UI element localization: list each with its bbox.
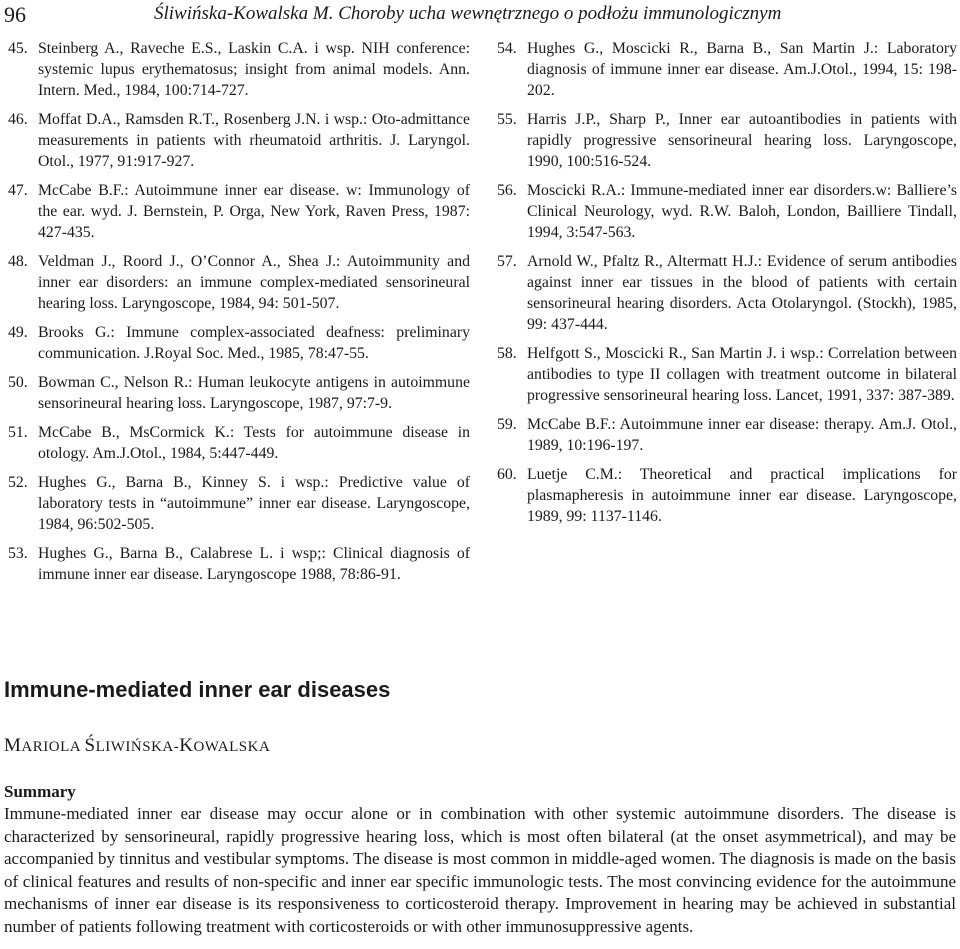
reference-number: 59. xyxy=(497,416,517,433)
reference-item xyxy=(497,464,957,527)
reference-item xyxy=(497,38,957,101)
reference-text: Hughes G., Moscicki R., Barna B., San Martin J.: Laboratory diagnosis of immune inner ear disease. Am.J.Otol., 1994, 15: 198-202. xyxy=(527,40,957,99)
reference-text: Moffat D.A., Ramsden R.T., Rosenberg J.N. i wsp.: Oto-admittance measurements in patients with rheumatoid arthritis. J. Laryngol. Otol., 1977, 91:917-927. xyxy=(38,111,470,170)
reference-item xyxy=(497,180,957,243)
reference-text: Luetje C.M.: Theoretical and practical implications for plasmapheresis in autoimmune inner ear disease. Laryngoscope, 1989, 99: 1137-1146. xyxy=(527,466,957,525)
reference-item xyxy=(497,109,957,172)
reference-text: Harris J.P., Sharp P., Inner ear autoantibodies in patients with rapidly progressive sensorineural hearing loss. Laryngoscope, 1990, 100:516-524. xyxy=(527,111,957,170)
author-first-rest: ARIOLA xyxy=(21,739,81,755)
reference-item xyxy=(8,472,470,535)
summary-heading: Summary xyxy=(4,782,76,801)
reference-number: 53. xyxy=(8,545,28,562)
reference-item xyxy=(8,38,470,101)
reference-text: McCabe B.F.: Autoimmune inner ear disease: therapy. Am.J. Otol., 1989, 10:196-197. xyxy=(527,416,957,454)
reference-number: 49. xyxy=(8,324,28,341)
reference-number: 51. xyxy=(8,424,28,441)
reference-item xyxy=(497,251,957,335)
reference-item xyxy=(497,343,957,406)
reference-item xyxy=(8,372,470,414)
page-number: 96 xyxy=(4,2,26,27)
summary-text: Immune-mediated inner ear disease may occur alone or in combination with other systemic autoimmune disorders. The disease is characterized by sensorineural, rapidly progressive hearing loss, which is most often bilateral (at the onset asymmetrical), and may be accompanied by tinnitus and vestibular symptoms. The disease is most common in middle-aged women. The diagnosis is made on the basis of clinical features and results of non-specific and inner ear specific immunologic tests. The most convincing evidence for the autoimmune mechanisms of inner ear disease is its responsiveness to corticosteroid therapy. Improvement in hearing may be achieved in substantial number of patients following treatment with corticosteroids or with other immunosuppressive agents. xyxy=(4,804,956,936)
author-last2-rest: OWALSKA xyxy=(193,739,271,755)
reference-text: McCabe B., MsCormick K.: Tests for autoimmune disease in otology. Am.J.Otol., 1984, 5:447-449. xyxy=(38,424,470,462)
reference-number: 54. xyxy=(497,40,517,57)
author-first-initial: M xyxy=(4,735,22,756)
reference-text: Brooks G.: Immune complex-associated deafness: preliminary communication. J.Royal Soc. Med., 1985, 78:47-55. xyxy=(38,324,470,362)
reference-item xyxy=(8,251,470,314)
reference-number: 47. xyxy=(8,182,28,199)
reference-item xyxy=(8,322,470,364)
reference-item xyxy=(8,422,470,464)
reference-text: Helfgott S., Moscicki R., San Martin J. i wsp.: Correlation between antibodies to type II collagen with treatment outcome in bilateral progressive sensorineural hearing loss. Lancet, 1991, 337: 387-389. xyxy=(527,345,957,404)
reference-text: Bowman C., Nelson R.: Human leukocyte antigens in autoimmune sensorineural hearing loss. Laryngoscope, 1987, 97:7-9. xyxy=(38,374,470,412)
reference-item xyxy=(8,109,470,172)
reference-number: 57. xyxy=(497,253,517,270)
reference-number: 45. xyxy=(8,40,28,57)
reference-text: Hughes G., Barna B., Kinney S. i wsp.: Predictive value of laboratory tests in “autoimmune” inner ear disease. Laryngoscope, 1984, 96:502-505. xyxy=(38,474,470,533)
reference-text: Steinberg A., Raveche E.S., Laskin C.A. i wsp. NIH conference: systemic lupus erythematosus; insight from animal models. Ann. Intern. Med., 1984, 100:714-727. xyxy=(38,40,470,99)
reference-text: Hughes G., Barna B., Calabrese L. i wsp;: Clinical diagnosis of immune inner ear disease. Laryngoscope 1988, 78:86-91. xyxy=(38,545,470,583)
author-last-initial: Ś xyxy=(84,735,96,756)
reference-number: 50. xyxy=(8,374,28,391)
reference-item xyxy=(497,414,957,456)
reference-number: 56. xyxy=(497,182,517,199)
reference-text: Arnold W., Pfaltz R., Altermatt H.J.: Evidence of serum antibodies against inner ear tissues in the blood of patients with certain sensorineural hearing disorders. Acta Otolaryngol. (Stockh), 1985, 99: 437-444. xyxy=(527,253,957,333)
reference-text: McCabe B.F.: Autoimmune inner ear disease. w: Immunology of the ear. wyd. J. Bernstein, P. Orga, New York, Raven Press, 1987: 427-435. xyxy=(38,182,470,241)
author-last2-initial: K xyxy=(179,735,194,756)
author-last-rest: LIWIŃSKA xyxy=(95,739,174,755)
reference-text: Moscicki R.A.: Immune-mediated inner ear disorders.w: Balliere’s Clinical Neurology, wyd. R.W. Baloh, London, Bailliere Tindall, 1994, 3:547-563. xyxy=(527,182,957,241)
references-right-column xyxy=(497,38,957,535)
article-title: Immune-mediated inner ear diseases xyxy=(4,677,391,702)
references-left-column xyxy=(8,38,470,593)
reference-number: 48. xyxy=(8,253,28,270)
reference-number: 60. xyxy=(497,466,517,483)
reference-number: 58. xyxy=(497,345,517,362)
running-head: Śliwińska-Kowalska M. Choroby ucha wewnętrznego o podłożu immunologicznym xyxy=(154,3,782,24)
reference-text: Veldman J., Roord J., O’Connor A., Shea J.: Autoimmunity and inner ear disorders: an immune complex-mediated sensorineural hearing loss. Laryngoscope, 1984, 94: 501-507. xyxy=(38,253,470,312)
reference-number: 55. xyxy=(497,111,517,128)
reference-item xyxy=(8,180,470,243)
article-author: MARIOLA ŚLIWIŃSKA-KOWALSKA xyxy=(4,735,271,756)
reference-number: 46. xyxy=(8,111,28,128)
reference-number: 52. xyxy=(8,474,28,491)
reference-item xyxy=(8,543,470,585)
